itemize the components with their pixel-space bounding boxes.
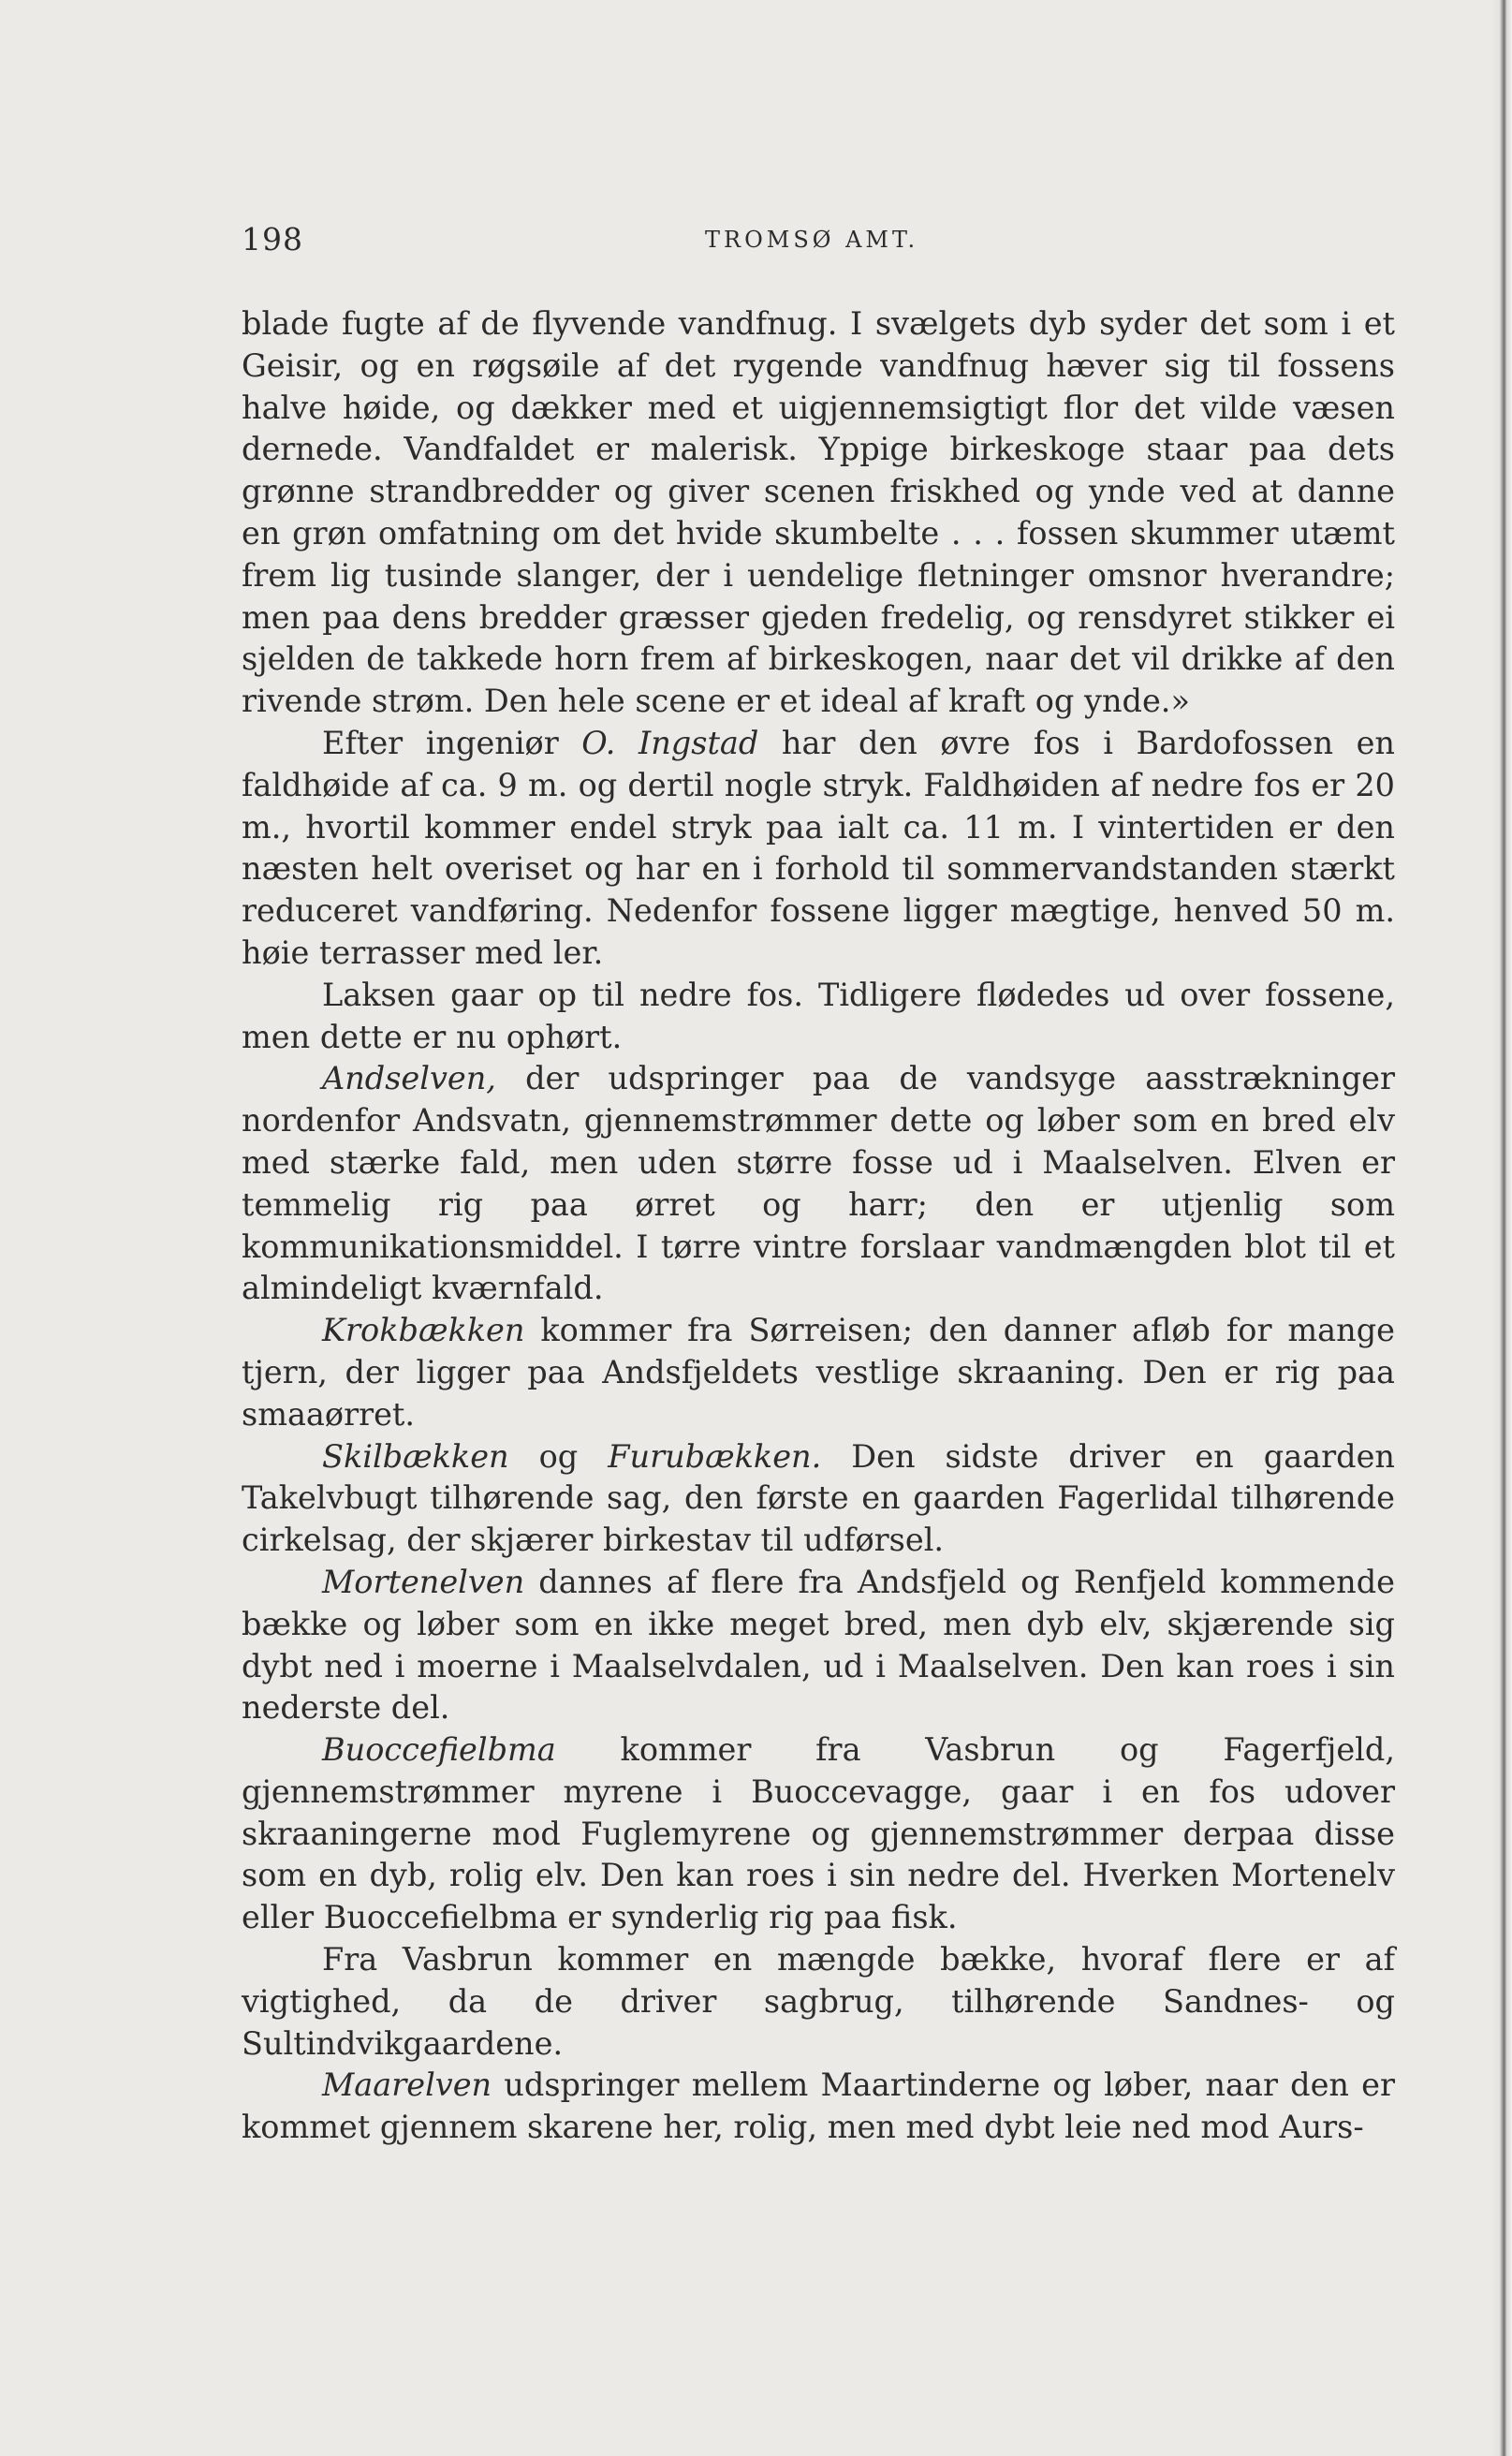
- paragraph: [242, 1562, 1395, 1729]
- paragraph: [242, 2065, 1395, 2149]
- running-head: TROMSØ AMT.: [705, 227, 919, 253]
- italic-heading: Buoccefielbma: [322, 1731, 556, 1769]
- paragraph: [242, 1310, 1395, 1435]
- text-run: har den øvre fos i Bardofossen en faldhøide af ca. 9 m. og dertil nogle stryk. Faldhøiden af nedre fos er 20 m., hvortil kommer endel stryk paa ialt ca. 11 m. I vintertiden er den næsten helt overiset og har en i forhold til sommervandstanden stærkt reduceret vandføring. Nedenfor fossene ligger mægtige, henved 50 m. høie terrasser med ler.: [242, 724, 1395, 971]
- paragraph: [242, 975, 1395, 1059]
- paragraph: [242, 1436, 1395, 1562]
- text-run: Laksen gaar op til nedre fos. Tidligere flødedes ud over fossene, men dette er nu ophørt.: [242, 976, 1395, 1055]
- body-text: [242, 303, 1395, 2149]
- text-run: Efter ingeniør: [322, 724, 582, 761]
- italic-heading: Krokbækken: [322, 1312, 525, 1349]
- paragraph: [242, 303, 1395, 723]
- text-run: udspringer mellem Maartinderne og løber, naar den er kommet gjennem skarene her, rolig, men med dybt leie ned mod Aurs-: [242, 2066, 1395, 2146]
- text-run: blade fugte af de flyvende vandfnug. I svælgets dyb syder det som i et Geisir, og en røgsøile af det rygende vandfnug hæver sig til fossens halve høide, og dækker med et uigjennemsigtigt flor det vilde væsen dernede. Vandfaldet er malerisk. Yppige birkeskoge staar paa dets grønne strandbredder og giver scenen friskhed og ynde ved at danne en grøn omfatning om det hvide skumbelte . . . fossen skummer utæmt frem lig tusinde slanger, der i uendelige fletninger omsnor hverandre; men paa dens bredder græsser gjeden fredelig, og rensdyret stikker ei sjelden de takkede horn frem af birkeskogen, naar det vil drikke af den rivende strøm. Den hele scene er et ideal af kraft og ynde.»: [242, 305, 1395, 720]
- italic-heading: Andselven,: [322, 1060, 496, 1097]
- italic-heading: O. Ingstad: [581, 724, 759, 761]
- text-run: Fra Vasbrun kommer en mængde bække, hvoraf flere er af vigtighed, da de driver sagbrug, tilhørende Sandnes- og Sultindvikgaardene.: [242, 1941, 1395, 2062]
- text-run: kommer fra Sørreisen; den danner afløb for mange tjern, der ligger paa Andsfjeldets vestlige skraaning. Den er rig paa smaaørret.: [242, 1312, 1395, 1433]
- paragraph: [242, 1729, 1395, 1939]
- italic-heading: Skilbækken: [322, 1437, 509, 1475]
- italic-heading: Maarelven: [322, 2066, 492, 2104]
- italic-heading: Mortenelven: [322, 1563, 525, 1600]
- paragraph: [242, 1058, 1395, 1310]
- text-run: dannes af flere fra Andsfjeld og Renfjeld kommende bække og løber som en ikke meget bred, men dyb elv, skjærende sig dybt ned i moerne i Maalselvdalen, ud i Maalselven. Den kan roes i sin nederste del.: [242, 1563, 1395, 1727]
- italic-heading: Furubækken.: [608, 1437, 822, 1475]
- paragraph: [242, 723, 1395, 975]
- text-run: Den sidste driver en gaarden Takelvbugt tilhørende sag, den første en gaarden Fagerlidal tilhørende cirkelsag, der skjærer birkestav til udførsel.: [242, 1437, 1395, 1559]
- page-header: [242, 221, 1395, 268]
- text-run: kommer fra Vasbrun og Fagerfjeld, gjennemstrømmer myrene i Buoccevagge, gaar i en fos udover skraaningerne mod Fuglemyrene og gjennemstrømmer derpaa disse som en dyb, rolig elv. Den kan roes i sin nedre del. Hverken Mortenelv eller Buoccefielbma er synderlig rig paa fisk.: [242, 1731, 1395, 1936]
- text-run: og: [508, 1437, 609, 1475]
- text-run: der udspringer paa de vandsyge aasstrækninger nordenfor Andsvatn, gjennemstrømmer dette og løber som en bred elv med stærke fald, men uden større fosse ud i Maalselven. Elven er temmelig rig paa ørret og harr; den er utjenlig som kommunikationsmiddel. I tørre vintre forslaar vandmængden blot til et almindeligt kværnfald.: [242, 1060, 1395, 1307]
- paragraph: [242, 1939, 1395, 2065]
- scan-page-edge: [1491, 0, 1512, 2456]
- page-number: 198: [242, 221, 303, 257]
